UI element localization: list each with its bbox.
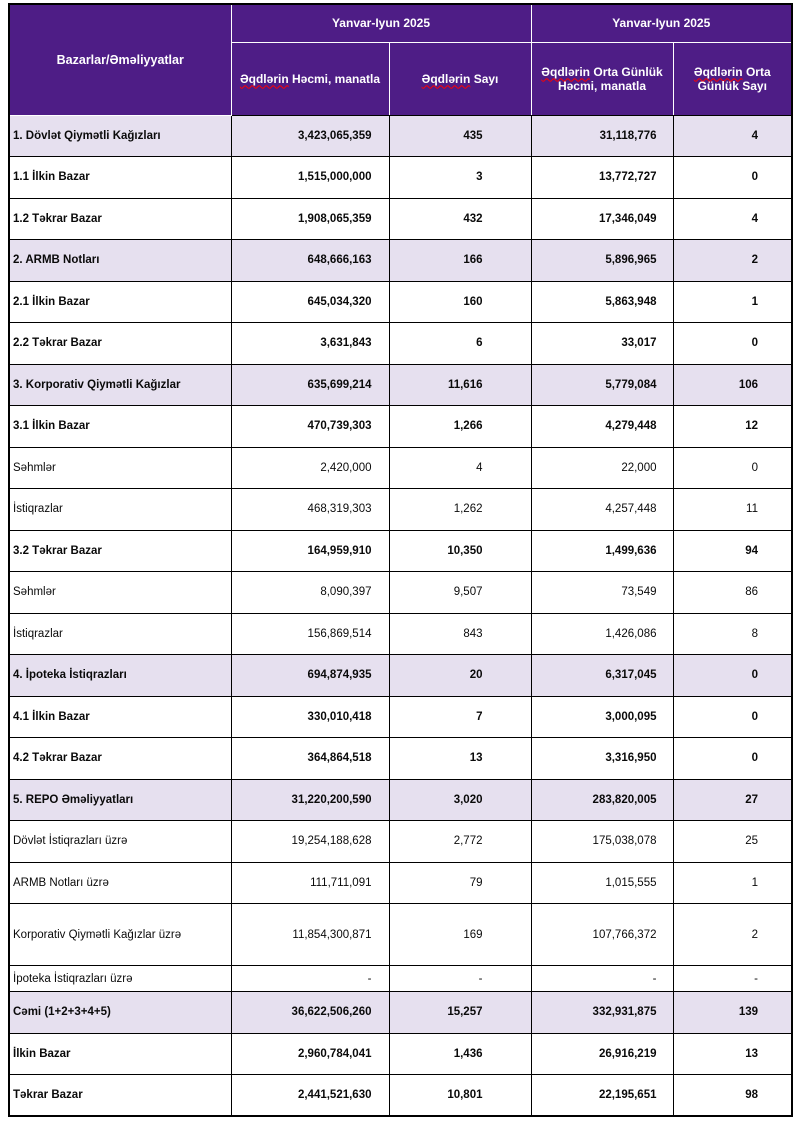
table-row: [9, 738, 792, 780]
cell-avg-daily-volume: 22,000: [531, 447, 673, 489]
cell-avg-daily-count: 2: [673, 240, 792, 282]
cell-avg-daily-volume: 4,257,448: [531, 489, 673, 531]
table-row: [9, 530, 792, 572]
cell-avg-daily-count: 1: [673, 862, 792, 904]
cell-avg-daily-count: 0: [673, 323, 792, 365]
cell-avg-daily-count: 0: [673, 738, 792, 780]
header-group-row: [9, 4, 792, 42]
row-label: 1. Dövlət Qiymətli Kağızları: [9, 115, 231, 157]
row-label: Təkrar Bazar: [9, 1075, 231, 1117]
cell-volume: 3,631,843: [231, 323, 389, 365]
cell-count: 1,262: [389, 489, 531, 531]
cell-avg-daily-count: 98: [673, 1075, 792, 1117]
spellcheck-underline: Əqdlərin: [239, 71, 289, 86]
table-row: [9, 613, 792, 655]
cell-avg-daily-volume: 6,317,045: [531, 655, 673, 697]
cell-avg-daily-volume: 73,549: [531, 572, 673, 614]
cell-avg-daily-volume: 33,017: [531, 323, 673, 365]
table-row: [9, 1075, 792, 1117]
row-label: 3.2 Təkrar Bazar: [9, 530, 231, 572]
cell-avg-daily-volume: 22,195,651: [531, 1075, 673, 1117]
cell-volume: 11,854,300,871: [231, 904, 389, 966]
cell-volume: 648,666,163: [231, 240, 389, 282]
col-header-avg-daily-volume: [531, 42, 673, 115]
cell-avg-daily-count: 139: [673, 992, 792, 1034]
cell-avg-daily-count: 11: [673, 489, 792, 531]
row-label: 1.2 Təkrar Bazar: [9, 198, 231, 240]
row-label: 4.2 Təkrar Bazar: [9, 738, 231, 780]
table-row: [9, 572, 792, 614]
cell-avg-daily-count: 0: [673, 696, 792, 738]
row-label: İlkin Bazar: [9, 1033, 231, 1075]
col-group-period-2: Yanvar-Iyun 2025: [531, 4, 792, 42]
cell-avg-daily-count: 13: [673, 1033, 792, 1075]
cell-avg-daily-volume: 1,499,636: [531, 530, 673, 572]
cell-avg-daily-volume: 1,426,086: [531, 613, 673, 655]
col-group-period-1: Yanvar-Iyun 2025: [231, 4, 531, 42]
table-row: [9, 281, 792, 323]
cell-count: 1,266: [389, 406, 531, 448]
cell-avg-daily-volume: 26,916,219: [531, 1033, 673, 1075]
cell-volume: 164,959,910: [231, 530, 389, 572]
cell-avg-daily-count: 1: [673, 281, 792, 323]
cell-avg-daily-volume: -: [531, 966, 673, 992]
cell-avg-daily-count: 12: [673, 406, 792, 448]
row-label: İstiqrazlar: [9, 613, 231, 655]
cell-count: 10,350: [389, 530, 531, 572]
row-label: 4.1 İlkin Bazar: [9, 696, 231, 738]
cell-volume: 19,254,188,628: [231, 821, 389, 863]
row-label: 2. ARMB Notları: [9, 240, 231, 282]
cell-avg-daily-volume: 283,820,005: [531, 779, 673, 821]
cell-volume: 694,874,935: [231, 655, 389, 697]
cell-avg-daily-count: 0: [673, 447, 792, 489]
col-header-count: [389, 42, 531, 115]
cell-volume: 1,515,000,000: [231, 157, 389, 199]
table-row: [9, 447, 792, 489]
cell-count: 13: [389, 738, 531, 780]
table-row: [9, 115, 792, 157]
col-header-avg-daily-count-label: Orta Günlük Sayı: [697, 64, 771, 93]
table-row: [9, 198, 792, 240]
table-row: [9, 966, 792, 992]
table-row: [9, 821, 792, 863]
row-label: 2.2 Təkrar Bazar: [9, 323, 231, 365]
cell-count: -: [389, 966, 531, 992]
cell-count: 9,507: [389, 572, 531, 614]
cell-volume: 2,960,784,041: [231, 1033, 389, 1075]
cell-volume: 156,869,514: [231, 613, 389, 655]
cell-volume: 31,220,200,590: [231, 779, 389, 821]
row-label: İpoteka İstiqrazları üzrə: [9, 966, 231, 992]
cell-avg-daily-count: 2: [673, 904, 792, 966]
cell-count: 166: [389, 240, 531, 282]
cell-avg-daily-volume: 5,896,965: [531, 240, 673, 282]
cell-count: 1,436: [389, 1033, 531, 1075]
cell-count: 3: [389, 157, 531, 199]
table-body: [9, 115, 792, 1116]
col-header-avg-daily-count: [673, 42, 792, 115]
cell-count: 11,616: [389, 364, 531, 406]
cell-avg-daily-count: -: [673, 966, 792, 992]
table-row: [9, 696, 792, 738]
cell-volume: 468,319,303: [231, 489, 389, 531]
row-label: 3. Korporativ Qiymətli Kağızlar: [9, 364, 231, 406]
cell-count: 435: [389, 115, 531, 157]
cell-volume: 635,699,214: [231, 364, 389, 406]
row-label: Dövlət İstiqrazları üzrə: [9, 821, 231, 863]
col-header-count-label: Sayı: [473, 71, 499, 86]
row-label: 3.1 İlkin Bazar: [9, 406, 231, 448]
table-row: [9, 862, 792, 904]
cell-volume: 2,420,000: [231, 447, 389, 489]
cell-count: 79: [389, 862, 531, 904]
table-row: [9, 779, 792, 821]
table-header: [9, 4, 792, 115]
row-label: Korporativ Qiymətli Kağızlar üzrə: [9, 904, 231, 966]
table-row: [9, 364, 792, 406]
cell-volume: 111,711,091: [231, 862, 389, 904]
spellcheck-underline: Əqdlərin: [421, 71, 471, 86]
cell-avg-daily-count: 4: [673, 115, 792, 157]
cell-avg-daily-volume: 17,346,049: [531, 198, 673, 240]
cell-volume: -: [231, 966, 389, 992]
row-label: Səhmlər: [9, 572, 231, 614]
table-row: [9, 1033, 792, 1075]
spellcheck-underline: Əqdlərin: [693, 64, 743, 79]
cell-avg-daily-volume: 175,038,078: [531, 821, 673, 863]
table-row: [9, 406, 792, 448]
cell-avg-daily-volume: 13,772,727: [531, 157, 673, 199]
cell-volume: 1,908,065,359: [231, 198, 389, 240]
cell-avg-daily-volume: 3,316,950: [531, 738, 673, 780]
cell-volume: 2,441,521,630: [231, 1075, 389, 1117]
cell-avg-daily-volume: 1,015,555: [531, 862, 673, 904]
cell-avg-daily-volume: 4,279,448: [531, 406, 673, 448]
cell-avg-daily-volume: 3,000,095: [531, 696, 673, 738]
securities-market-table: [8, 3, 793, 1117]
cell-avg-daily-volume: 332,931,875: [531, 992, 673, 1034]
cell-count: 169: [389, 904, 531, 966]
cell-avg-daily-count: 27: [673, 779, 792, 821]
cell-avg-daily-count: 0: [673, 157, 792, 199]
cell-count: 160: [389, 281, 531, 323]
cell-avg-daily-volume: 31,118,776: [531, 115, 673, 157]
cell-count: 3,020: [389, 779, 531, 821]
cell-count: 15,257: [389, 992, 531, 1034]
cell-volume: 645,034,320: [231, 281, 389, 323]
col-header-avg-daily-volume-label: Orta Günlük Həcmi, manatla: [557, 64, 663, 93]
cell-count: 6: [389, 323, 531, 365]
cell-avg-daily-volume: 5,779,084: [531, 364, 673, 406]
cell-count: 432: [389, 198, 531, 240]
table-row: [9, 489, 792, 531]
cell-avg-daily-count: 0: [673, 655, 792, 697]
table-row: [9, 240, 792, 282]
cell-volume: 470,739,303: [231, 406, 389, 448]
col-header-volume: [231, 42, 389, 115]
cell-avg-daily-count: 106: [673, 364, 792, 406]
row-label: 2.1 İlkin Bazar: [9, 281, 231, 323]
table-row: [9, 323, 792, 365]
cell-avg-daily-volume: 5,863,948: [531, 281, 673, 323]
cell-volume: 8,090,397: [231, 572, 389, 614]
cell-volume: 364,864,518: [231, 738, 389, 780]
table-row: [9, 904, 792, 966]
cell-avg-daily-count: 4: [673, 198, 792, 240]
col-header-volume-label: Həcmi, manatla: [292, 71, 381, 86]
corner-header: Bazarlar/Əməliyyatlar: [9, 4, 231, 115]
table-row: [9, 157, 792, 199]
cell-volume: 36,622,506,260: [231, 992, 389, 1034]
cell-avg-daily-volume: 107,766,372: [531, 904, 673, 966]
cell-count: 20: [389, 655, 531, 697]
cell-avg-daily-count: 86: [673, 572, 792, 614]
row-label: Səhmlər: [9, 447, 231, 489]
cell-avg-daily-count: 94: [673, 530, 792, 572]
row-label: 4. İpoteka İstiqrazları: [9, 655, 231, 697]
cell-count: 2,772: [389, 821, 531, 863]
spellcheck-underline: Əqdlərin: [541, 64, 591, 79]
row-label: Cəmi (1+2+3+4+5): [9, 992, 231, 1034]
row-label: 1.1 İlkin Bazar: [9, 157, 231, 199]
row-label: ARMB Notları üzrə: [9, 862, 231, 904]
cell-volume: 330,010,418: [231, 696, 389, 738]
cell-count: 10,801: [389, 1075, 531, 1117]
cell-volume: 3,423,065,359: [231, 115, 389, 157]
cell-count: 7: [389, 696, 531, 738]
row-label: İstiqrazlar: [9, 489, 231, 531]
cell-count: 4: [389, 447, 531, 489]
cell-avg-daily-count: 8: [673, 613, 792, 655]
row-label: 5. REPO Əməliyyatları: [9, 779, 231, 821]
cell-avg-daily-count: 25: [673, 821, 792, 863]
cell-count: 843: [389, 613, 531, 655]
table-row: [9, 992, 792, 1034]
table-row: [9, 655, 792, 697]
